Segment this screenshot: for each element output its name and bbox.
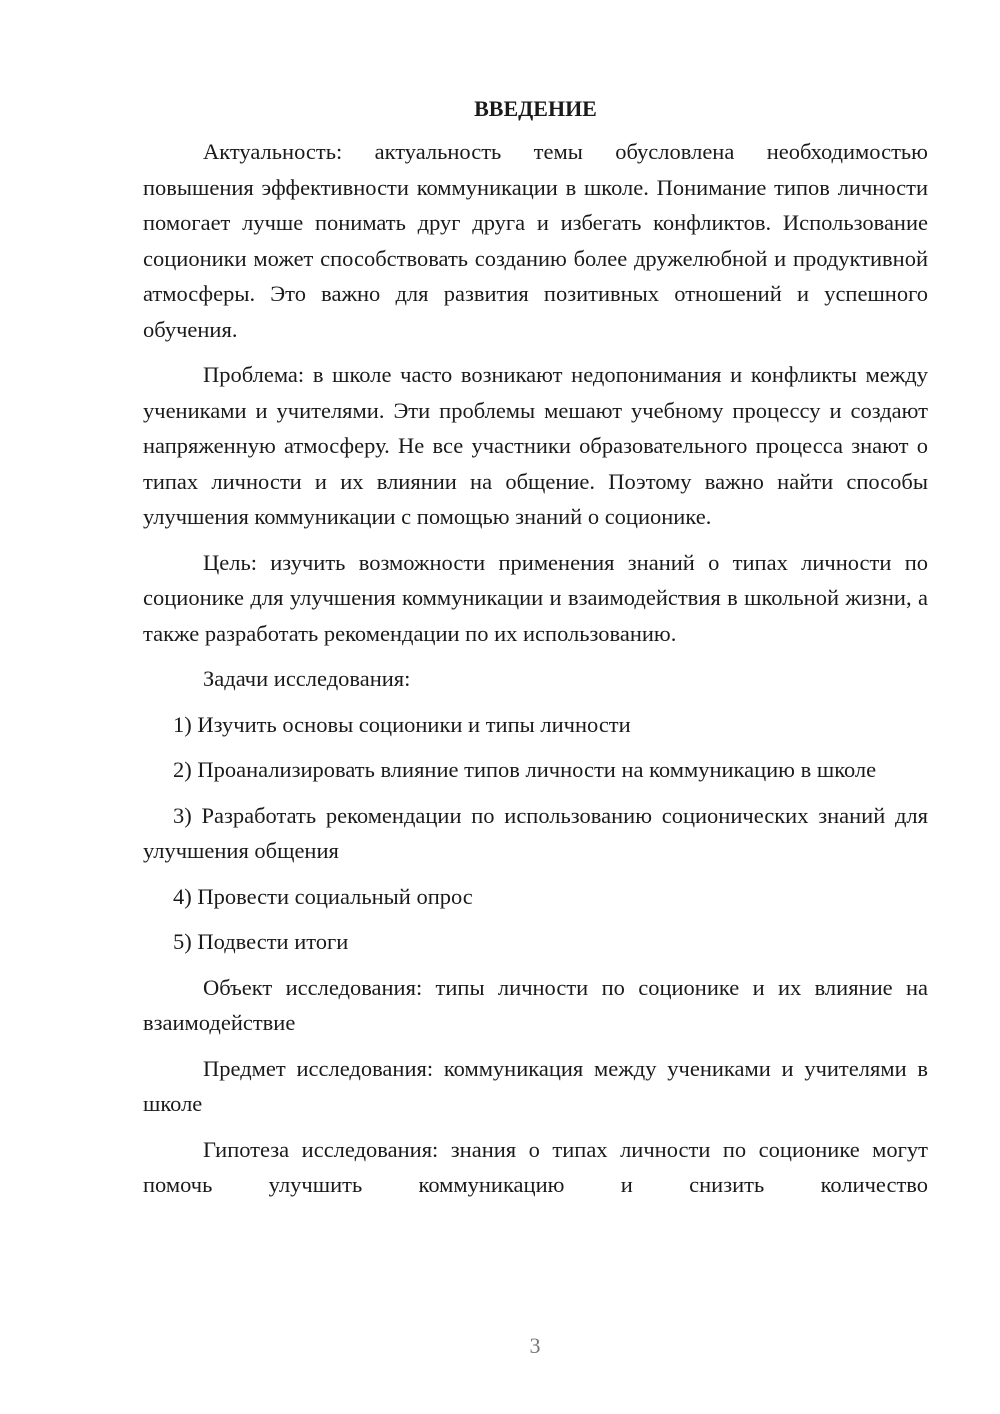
section-heading: ВВЕДЕНИЕ: [474, 96, 597, 121]
task-item-2: 2) Проанализировать влияние типов личности на коммуникацию в школе: [173, 757, 877, 782]
task-item-3: 3) Разработать рекомендации по использованию соционических знаний для улучшения общения: [143, 802, 928, 863]
page-content: [143, 94, 928, 1213]
paragraph-object: Объект исследования: типы личности по соционике и их влияние на взаимодействие: [143, 974, 928, 1035]
paragraph-subject: Предмет исследования: коммуникация между учениками и учителями в школе: [143, 1055, 928, 1116]
tasks-heading: Задачи исследования:: [203, 666, 411, 691]
task-item-1: 1) Изучить основы соционики и типы личности: [173, 711, 631, 737]
paragraph-relevance: Актуальность: актуальность темы обусловлена необходимостью повышения эффективности коммуникации в школе. Понимание типов личности помогает лучше понимать друг друга и избегать конфликтов. Использование соционики может способствовать созданию более дружелюбной и продуктивной атмосферы. Это важно для развития позитивных отношений и успешного обучения.: [143, 139, 928, 342]
paragraph-problem: Проблема: в школе часто возникают недопонимания и конфликты между учениками и учителями. Эти проблемы мешают учебному процессу и создают напряженную атмосферу. Не все участники образовательного процесса знают о типах личности и их влиянии на общение. Поэтому важно найти способы улучшения коммуникации с помощью знаний о соционике.: [143, 362, 928, 529]
paragraph-goal: Цель: изучить возможности применения знаний о типах личности по соционике для улучшения коммуникации и взаимодействия в школьной жизни, а также разработать рекомендации по их использованию.: [143, 549, 928, 646]
task-item-5: 5) Подвести итоги: [173, 929, 349, 954]
page-number: 3: [529, 1333, 541, 1358]
task-item-4: 4) Провести социальный опрос: [173, 883, 473, 909]
paragraph-hypothesis: Гипотеза исследования: знания о типах личности по соционике могут помочь улучшить коммуникацию и снизить количество: [143, 1136, 928, 1197]
